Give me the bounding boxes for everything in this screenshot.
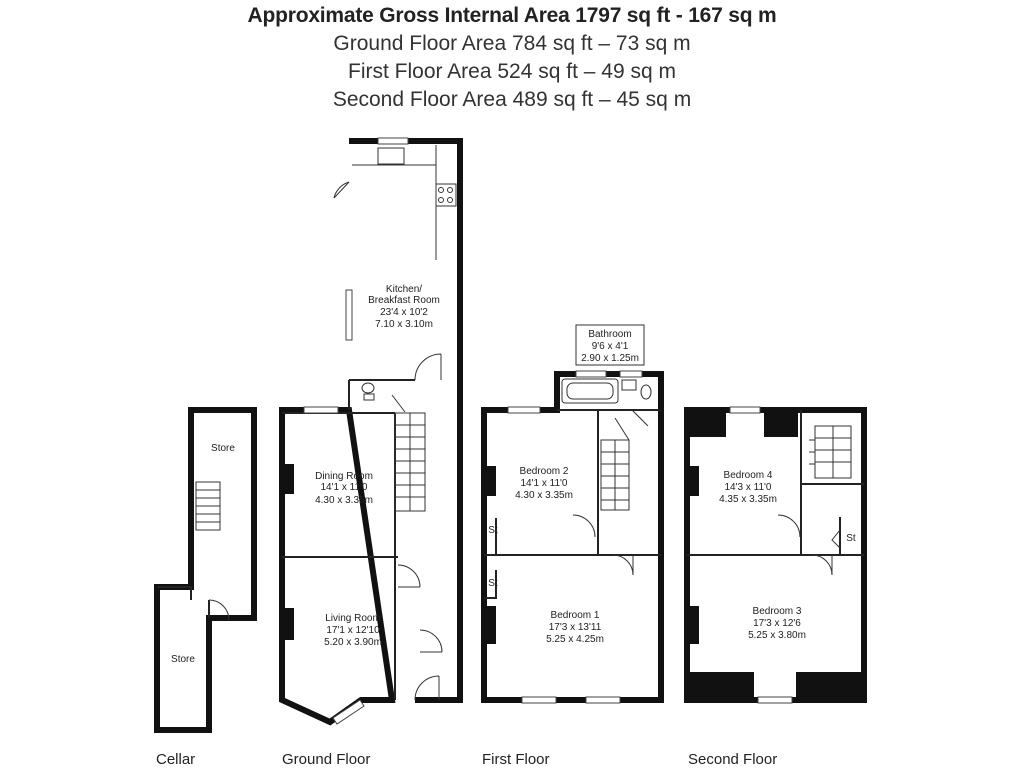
kitchen-door-swing	[334, 182, 349, 198]
bedroom4-door	[778, 515, 800, 537]
bedroom2-metric: 4.30 x 3.35m	[515, 490, 573, 501]
bedroom3-window	[758, 697, 792, 703]
bedroom2-name: Bedroom 2	[519, 466, 569, 477]
bedroom1-door	[613, 555, 633, 575]
cellar-plan	[157, 410, 254, 730]
bedroom3-door	[812, 555, 832, 575]
living-imperial: 17'1 x 12'10	[326, 625, 380, 636]
kitchen-metric: 7.10 x 3.10m	[375, 319, 433, 330]
hall-inner-door	[420, 630, 442, 652]
front-door-swing	[415, 676, 439, 700]
kitchen-name-1: Kitchen/	[385, 284, 423, 295]
bedroom4-window	[730, 407, 760, 413]
first-outer-wall	[484, 374, 661, 700]
kitchen-window	[378, 138, 408, 144]
ground-floor-label: Ground Floor	[282, 751, 371, 768]
living-metric: 5.20 x 3.90m	[324, 637, 382, 648]
second-eaves-bottom-right	[796, 672, 861, 697]
second-floor-plan	[687, 407, 864, 703]
first-store-lower-label: St	[488, 578, 498, 589]
wc-door	[392, 395, 405, 412]
second-staircase	[809, 426, 851, 478]
gross-area-title: Approximate Gross Internal Area 1797 sq ft - 167 sq m	[247, 4, 777, 27]
ground-area-line: Ground Floor Area 784 sq ft – 73 sq m	[333, 32, 691, 55]
bathroom-imperial: 9'6 x 4'1	[591, 341, 629, 352]
cellar-inner-wall	[157, 587, 209, 618]
cellar-floor-label: Cellar	[156, 751, 196, 768]
dining-chimney	[284, 464, 294, 494]
bedroom3-chimney	[689, 606, 699, 644]
first-floor-label: First Floor	[482, 751, 550, 768]
bathroom-window	[576, 371, 606, 377]
first-store-upper-label: St	[488, 525, 498, 536]
kitchen-worktop	[352, 145, 436, 260]
bedroom1-metric: 5.25 x 4.25m	[546, 634, 604, 645]
bedroom2-window	[508, 407, 540, 413]
bedroom4-name: Bedroom 4	[723, 470, 773, 481]
bedroom4-metric: 4.35 x 3.35m	[719, 494, 777, 505]
kitchen-imperial: 23'4 x 10'2	[380, 307, 428, 318]
bedroom4-imperial: 14'3 x 11'0	[724, 482, 772, 493]
second-eaves-left	[690, 413, 726, 437]
living-name: Living Room	[325, 613, 381, 624]
living-door-swing	[398, 565, 420, 587]
bedroom1-name: Bedroom 1	[550, 610, 600, 621]
bedroom3-name: Bedroom 3	[752, 606, 802, 617]
hall-door-swing	[415, 354, 441, 380]
bedroom1-window-right	[586, 697, 620, 703]
bathroom-toilet	[641, 385, 651, 399]
bathroom-door	[632, 410, 648, 426]
bedroom3-imperial: 17'3 x 12'6	[753, 618, 801, 629]
bathroom-name: Bathroom	[588, 329, 632, 340]
dining-metric: 4.30 x 3.35m	[315, 495, 373, 506]
bedroom1-window-left	[522, 697, 556, 703]
bedroom3-metric: 5.25 x 3.80m	[748, 630, 806, 641]
kitchen-name-2: Breakfast Room	[368, 295, 440, 306]
dining-window	[304, 407, 338, 413]
kitchen-side-window	[346, 290, 352, 340]
bathroom-metric: 2.90 x 1.25m	[581, 353, 639, 364]
ground-floor-plan	[282, 138, 460, 724]
bathroom-basin	[622, 380, 636, 390]
first-area-line: First Floor Area 524 sq ft – 49 sq m	[348, 60, 676, 83]
dining-imperial: 14'1 x 11'0	[320, 482, 368, 493]
second-eaves-bottom-left	[690, 672, 754, 697]
first-floor-plan	[484, 325, 661, 703]
bedroom1-imperial: 17'3 x 13'11	[548, 622, 602, 633]
bedroom4-chimney	[689, 466, 699, 496]
bedroom2-imperial: 14'1 x 11'0	[520, 478, 568, 489]
bedroom2-door	[573, 515, 595, 537]
kitchen-hob	[436, 184, 456, 206]
bedroom2-chimney	[486, 466, 496, 496]
first-staircase	[601, 418, 629, 510]
second-area-line: Second Floor Area 489 sq ft – 45 sq m	[332, 88, 692, 111]
store-lower-label: Store	[171, 654, 195, 665]
store-upper-label: Store	[211, 443, 235, 454]
bay-window	[333, 700, 364, 724]
wc-toilet	[362, 383, 374, 393]
kitchen-sink	[378, 148, 404, 164]
cellar-outer-wall	[157, 410, 254, 730]
second-eaves-right	[764, 413, 798, 437]
living-chimney	[284, 608, 294, 640]
second-store-label: St	[846, 533, 856, 544]
bedroom1-chimney	[486, 606, 496, 644]
second-floor-label: Second Floor	[688, 751, 778, 768]
dining-name: Dining Room	[315, 471, 373, 482]
cellar-staircase	[196, 482, 220, 530]
ground-staircase	[395, 413, 425, 511]
first-internal-walls	[484, 410, 661, 555]
second-store-door	[832, 530, 840, 548]
